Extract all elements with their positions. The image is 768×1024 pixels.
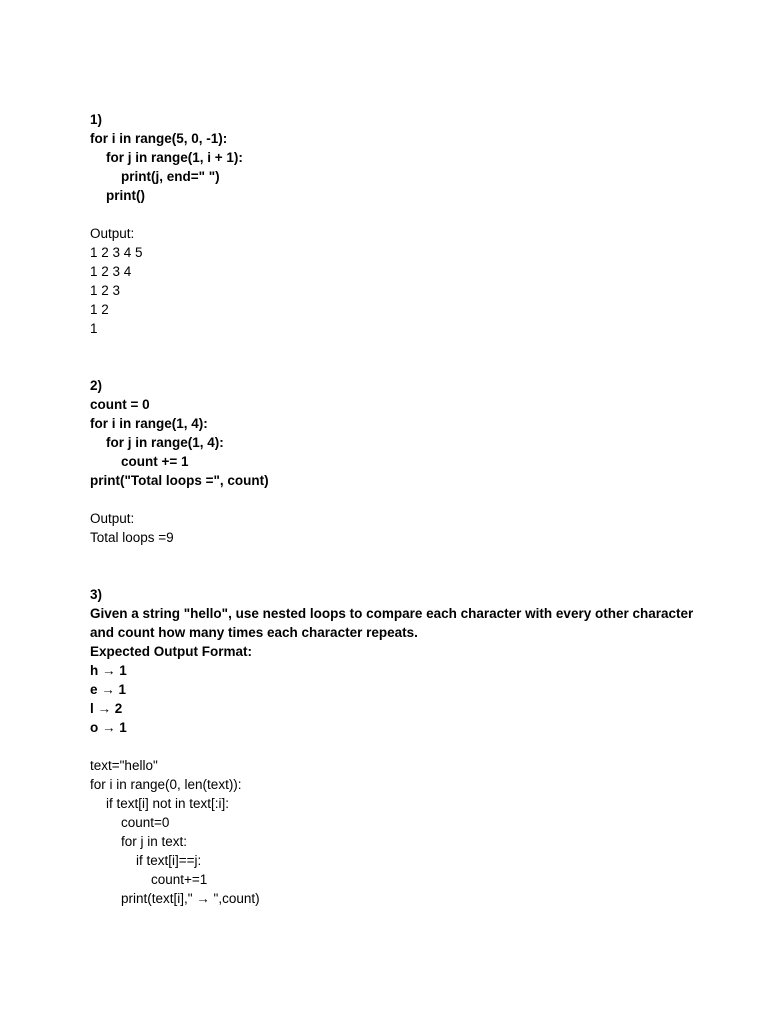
output-line: 1 2 3 4: [90, 264, 132, 279]
question-number: 3): [90, 587, 103, 602]
code-line: print(j, end=" "): [121, 169, 220, 184]
spacer: [90, 490, 710, 509]
expected-output-line: e → 1: [90, 682, 127, 697]
spacer: [90, 547, 710, 585]
solution-code-line: count+=1: [151, 872, 208, 887]
question-2: [90, 376, 710, 547]
code-line: count += 1: [121, 454, 189, 469]
solution-code-line: if text[i]==j:: [136, 853, 202, 868]
solution-code-line: for i in range(0, len(text)):: [90, 777, 242, 792]
output-line: 1: [90, 321, 98, 336]
output-line: 1 2 3 4 5: [90, 245, 143, 260]
expected-output-line: h → 1: [90, 663, 127, 678]
question-number: 2): [90, 378, 103, 393]
code-line: print("Total loops =", count): [90, 473, 269, 488]
code-line: print(): [106, 188, 145, 203]
output-line: 1 2: [90, 302, 109, 317]
expected-output-line: o → 1: [90, 720, 127, 735]
solution-code-line: for j in text:: [121, 834, 188, 849]
output-line: 1 2 3: [90, 283, 121, 298]
code-line: count = 0: [90, 397, 150, 412]
code-line: for j in range(1, i + 1):: [106, 150, 243, 165]
output-label: Output:: [90, 511, 135, 526]
expected-output-label: Expected Output Format:: [90, 644, 253, 659]
code-line: for i in range(1, 4):: [90, 416, 208, 431]
solution-code-line: print(text[i]," → ",count): [121, 891, 260, 906]
question-prompt: Given a string "hello", use nested loops to compare each character with every other character and count how many times each character repeats.: [90, 606, 694, 640]
spacer: [90, 205, 710, 224]
question-3: [90, 585, 710, 908]
expected-output-line: l → 2: [90, 701, 123, 716]
spacer: [90, 737, 710, 756]
solution-code-line: if text[i] not in text[:i]:: [106, 796, 230, 811]
solution-code-line: text="hello": [90, 758, 158, 773]
output-label: Output:: [90, 226, 135, 241]
output-line: Total loops =9: [90, 530, 174, 545]
code-line: for i in range(5, 0, -1):: [90, 131, 228, 146]
spacer: [90, 338, 710, 376]
document-page: [90, 110, 710, 908]
solution-code-line: count=0: [121, 815, 170, 830]
code-line: for j in range(1, 4):: [106, 435, 224, 450]
question-1: [90, 110, 710, 338]
question-number: 1): [90, 112, 103, 127]
